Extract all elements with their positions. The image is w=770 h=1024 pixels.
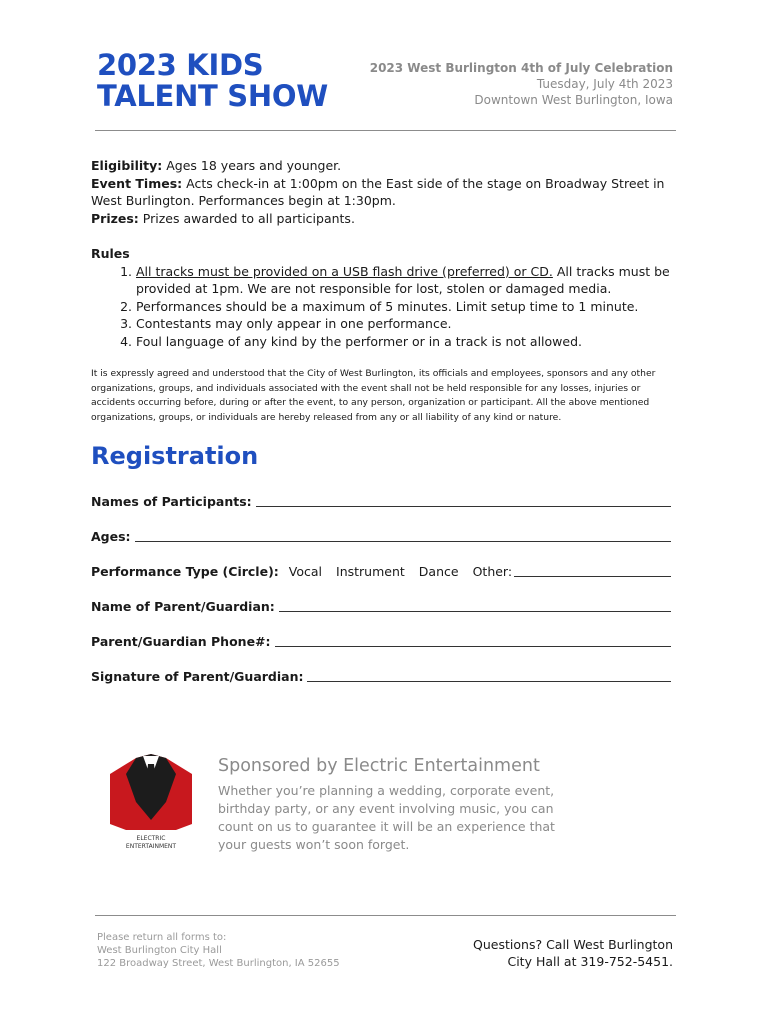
sponsor-title: Sponsored by Electric Entertainment: [218, 756, 540, 776]
ages-field[interactable]: [91, 529, 671, 544]
event-times-line: [91, 175, 681, 210]
eligibility-label: Eligibility:: [91, 158, 163, 173]
eligibility-line: [91, 157, 681, 175]
page-title: [97, 50, 377, 112]
rule-item: [136, 315, 681, 333]
rules-section: [91, 245, 681, 350]
parent-phone-field[interactable]: [91, 634, 671, 649]
parent-phone-label: Parent/Guardian Phone#:: [91, 634, 271, 649]
eligibility-text: Ages 18 years and younger.: [166, 158, 342, 173]
title-line-2: TALENT SHOW: [97, 79, 328, 113]
performance-type-label: Performance Type (Circle):: [91, 564, 279, 579]
participants-names-label: Names of Participants:: [91, 494, 252, 509]
event-location: Downtown West Burlington, Iowa: [474, 93, 673, 107]
rule-item: [136, 333, 681, 351]
bottom-divider: [95, 915, 676, 916]
parent-signature-label: Signature of Parent/Guardian:: [91, 669, 304, 684]
ages-label: Ages:: [91, 529, 131, 544]
rule-item: [136, 263, 681, 298]
participants-names-line[interactable]: [256, 494, 671, 507]
prizes-line: [91, 210, 681, 228]
liability-disclaimer: It is expressly agreed and understood that the City of West Burlington, its officials and employees, sponsors and any other organizations, groups, and individuals associated with the event shall not be held responsible for any losses, injuries or accidents occurring before, during or after the event, to any person, organization or participant. All the above mentioned organizations, groups, or individuals are hereby released from any or all liability of any kind or nature.: [91, 368, 656, 424]
rules-title: Rules: [91, 246, 130, 261]
electric-entertainment-logo: [106, 750, 196, 854]
return-line-3: 122 Broadway Street, West Burlington, IA 52655: [97, 958, 340, 969]
parent-name-label: Name of Parent/Guardian:: [91, 599, 275, 614]
performance-type-field[interactable]: [91, 564, 671, 579]
parent-name-line[interactable]: [279, 599, 671, 612]
return-line-2: West Burlington City Hall: [97, 945, 222, 956]
rule-item: [136, 298, 681, 316]
parent-name-field[interactable]: [91, 599, 671, 614]
participants-names-field[interactable]: [91, 494, 671, 509]
return-address: [97, 931, 340, 970]
prizes-label: Prizes:: [91, 210, 139, 226]
sponsor-description: Whether you’re planning a wedding, corporate event, birthday party, or any event involving music, you can count on us to guarantee it will be an experience that your guests won’t soon forget.: [218, 783, 555, 852]
event-info: [370, 60, 673, 108]
logo-text-line-2: ENTERTAINMENT: [125, 843, 177, 850]
registration-heading: Registration: [91, 442, 259, 470]
parent-phone-line[interactable]: [275, 634, 671, 647]
logo-text-line-1: ELECTRIC: [136, 835, 166, 842]
option-vocal[interactable]: Vocal: [288, 564, 323, 579]
rules-list: [91, 263, 681, 351]
event-date: Tuesday, July 4th 2023: [536, 77, 673, 91]
event-name: 2023 West Burlington 4th of July Celebration: [369, 61, 673, 75]
top-divider: [95, 130, 676, 131]
option-instrument[interactable]: Instrument: [336, 564, 405, 579]
rule-text: Foul language of any kind by the performer or in a track is not allowed.: [136, 333, 582, 349]
event-details: [91, 157, 681, 227]
rule-text: All tracks must be provided at 1pm. We are not responsible for lost, stolen or damaged media.: [136, 263, 670, 296]
rule-text: Contestants may only appear in one performance.: [136, 316, 452, 331]
prizes-text: Prizes awarded to all participants.: [142, 210, 355, 226]
other-line[interactable]: [514, 564, 671, 577]
rule-text: Performances should be a maximum of 5 minutes. Limit setup time to 1 minute.: [136, 298, 639, 314]
option-other[interactable]: Other:: [472, 564, 513, 579]
return-line-1: Please return all forms to:: [97, 932, 227, 943]
option-dance[interactable]: Dance: [418, 564, 459, 579]
title-line-1: 2023 KIDS: [97, 48, 264, 82]
ages-line[interactable]: [135, 529, 671, 542]
rule-underlined-text: All tracks must be provided on a USB flash drive (preferred) or CD.: [136, 263, 553, 279]
parent-signature-field[interactable]: [91, 669, 671, 684]
contact-info: Questions? Call West Burlington City Hall at 319-752-5451.: [473, 937, 673, 969]
event-times-text: Acts check-in at 1:00pm on the East side of the stage on Broadway Street in West Burlington. Performances begin at 1:30pm.: [91, 175, 665, 208]
event-times-label: Event Times:: [91, 175, 183, 191]
parent-signature-line[interactable]: [307, 669, 671, 682]
